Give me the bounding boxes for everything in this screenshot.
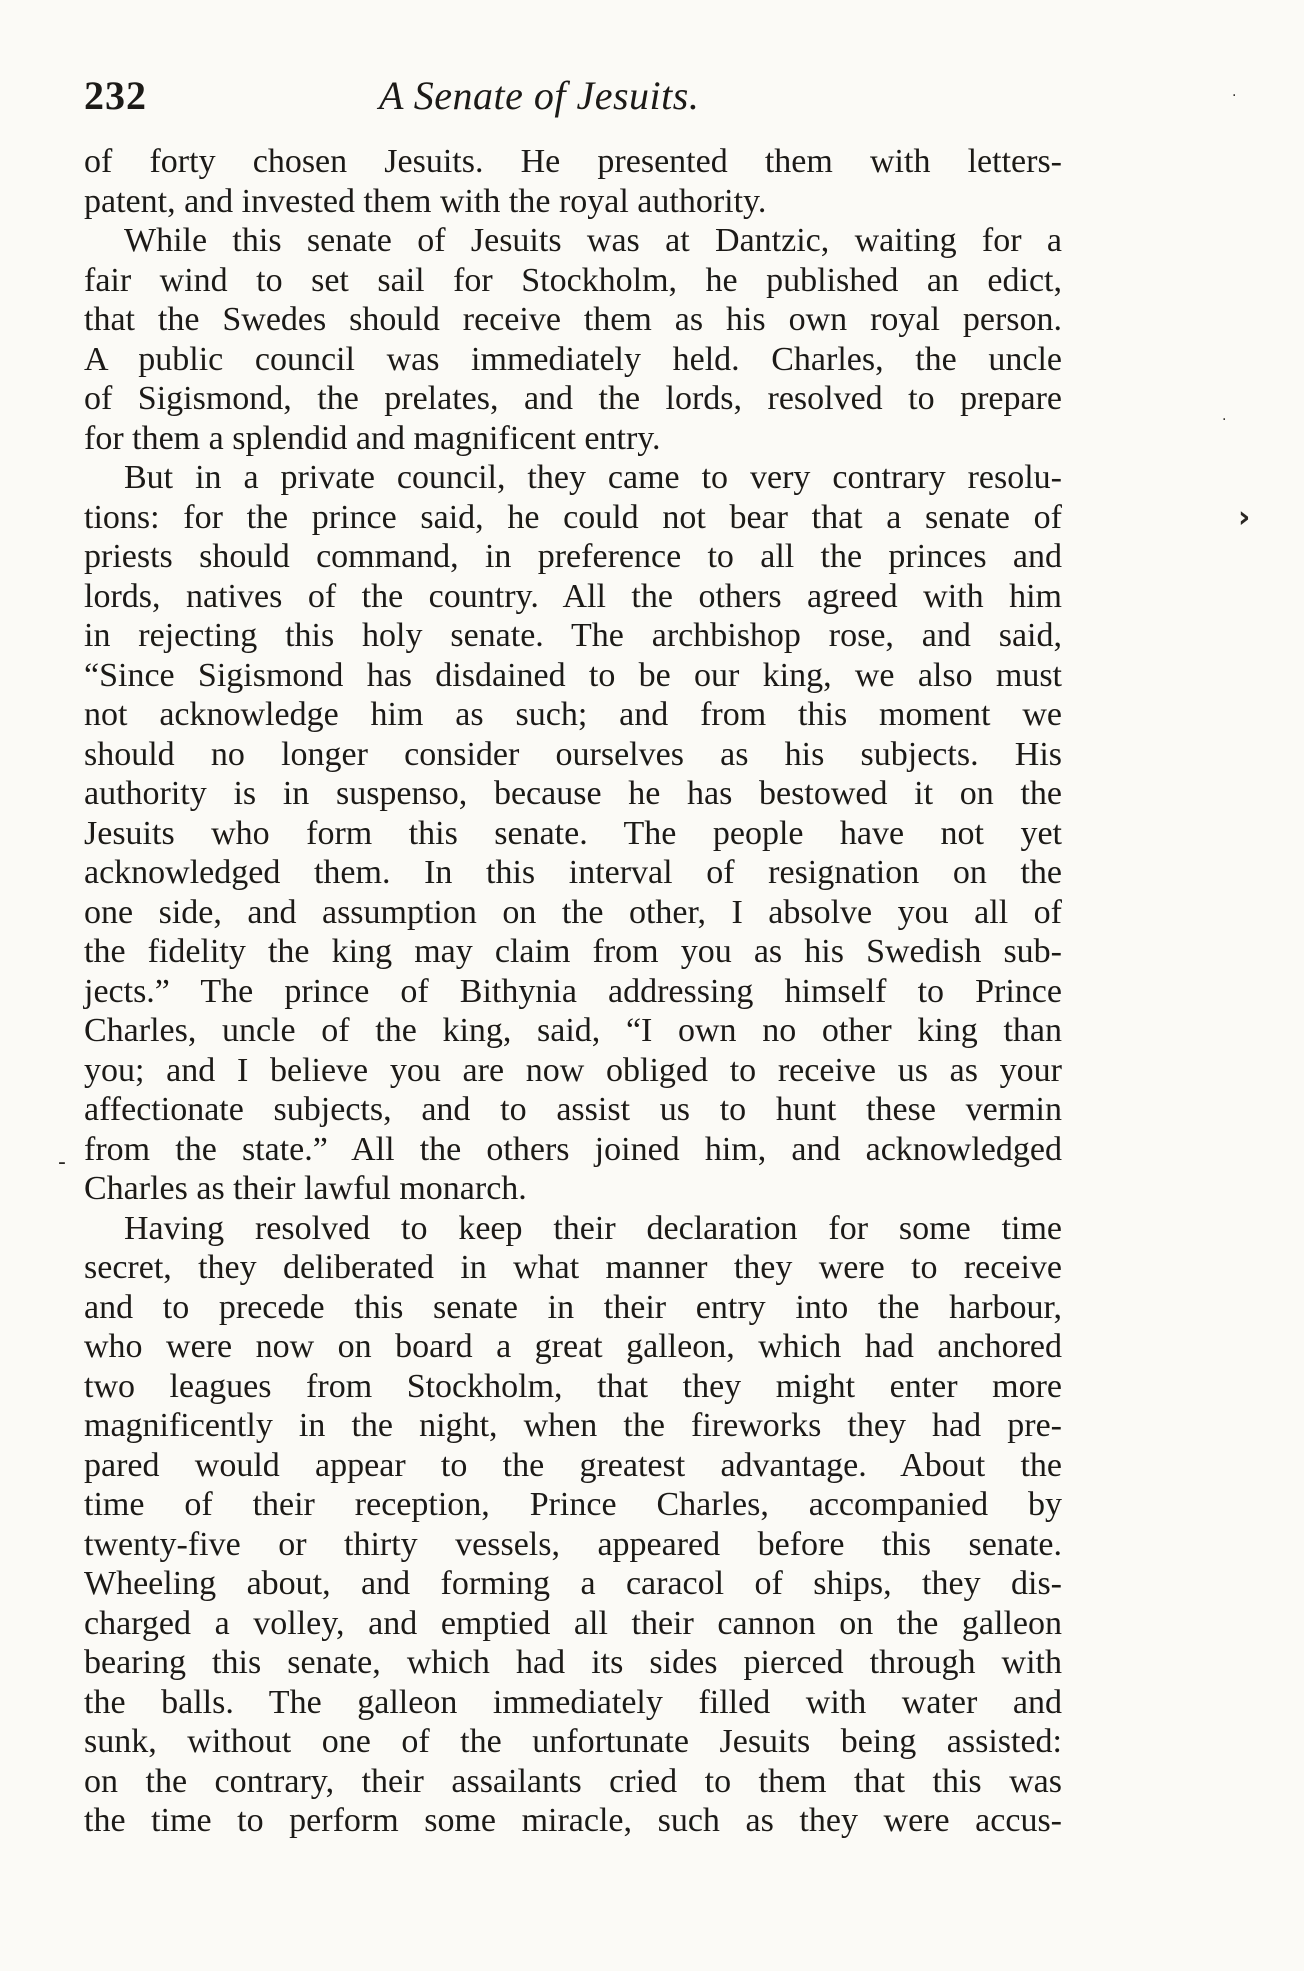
text-line: one side, and assumption on the other, I absolve you all of <box>84 893 1062 931</box>
text-line: Charles, uncle of the king, said, “I own no other king than <box>84 1012 1062 1049</box>
margin-speck: · <box>1222 412 1227 428</box>
body-text <box>84 142 1062 1841</box>
text-line: While this senate of Jesuits was at Dantzic, waiting for a <box>124 222 1062 259</box>
text-line: charged a volley, and emptied all their cannon on the galleon <box>84 1604 1062 1642</box>
running-head <box>84 72 1054 122</box>
running-title: A Senate of Jesuits. <box>379 73 700 118</box>
text-line: A public council was immediately held. Charles, the uncle <box>84 340 1062 378</box>
text-line: sunk, without one of the unfortunate Jesuits being assisted: <box>84 1723 1062 1760</box>
margin-dash: ‐ <box>58 1150 66 1175</box>
text-line: tions: for the prince said, he could not bear that a senate of <box>84 498 1062 536</box>
text-line: pared would appear to the greatest advantage. About the <box>84 1446 1062 1484</box>
text-line: from the state.” All the others joined him, and acknowledged <box>84 1130 1062 1168</box>
text-line: on the contrary, their assailants cried to them that this was <box>84 1762 1062 1800</box>
text-line: should no longer consider ourselves as his subjects. His <box>84 735 1062 773</box>
text-line: Charles as their lawful monarch. <box>84 1170 527 1207</box>
text-line: “Since Sigismond has disdained to be our king, we also must <box>84 656 1062 694</box>
text-line: of Sigismond, the prelates, and the lords, resolved to prepare <box>84 380 1062 417</box>
margin-ink-mark: › <box>1238 500 1251 535</box>
text-line: not acknowledge him as such; and from this moment we <box>84 696 1062 733</box>
text-line: the balls. The galleon immediately filled with water and <box>84 1683 1062 1721</box>
text-line: the fidelity the king may claim from you as his Swedish sub- <box>84 933 1062 970</box>
text-line: for them a splendid and magnificent entry. <box>84 419 661 457</box>
text-line: Wheeling about, and forming a caracol of ships, they dis- <box>84 1565 1062 1602</box>
text-line: Having resolved to keep their declaration for some time <box>124 1209 1062 1247</box>
text-line: acknowledged them. In this interval of resignation on the <box>84 854 1062 891</box>
text-line: secret, they deliberated in what manner they were to receive <box>84 1249 1062 1286</box>
text-line: lords, natives of the country. All the others agreed with him <box>84 577 1062 615</box>
margin-speck: · <box>1232 88 1237 104</box>
text-line: the time to perform some miracle, such as they were accus- <box>84 1802 1062 1839</box>
text-line: in rejecting this holy senate. The archbishop rose, and said, <box>84 617 1062 654</box>
text-line: bearing this senate, which had its sides pierced through with <box>84 1644 1062 1681</box>
text-line: affectionate subjects, and to assist us to hunt these vermin <box>84 1091 1062 1128</box>
text-line: Jesuits who form this senate. The people have not yet <box>84 814 1062 852</box>
text-line: fair wind to set sail for Stockholm, he published an edict, <box>84 261 1062 299</box>
text-line: and to precede this senate in their entry into the harbour, <box>84 1288 1062 1326</box>
text-line: of forty chosen Jesuits. He presented them with letters- <box>84 143 1062 180</box>
text-line: patent, and invested them with the royal authority. <box>84 182 767 220</box>
text-line: priests should command, in preference to all the princes and <box>84 538 1062 575</box>
page-number: 232 <box>84 73 147 118</box>
text-line: you; and I believe you are now obliged to receive us as your <box>84 1051 1062 1089</box>
text-line: that the Swedes should receive them as his own royal person. <box>84 301 1062 338</box>
text-line: jects.” The prince of Bithynia addressing himself to Prince <box>84 972 1062 1010</box>
text-line: time of their reception, Prince Charles, accompanied by <box>84 1486 1062 1523</box>
text-line: authority is in suspenso, because he has bestowed it on the <box>84 775 1062 812</box>
text-line: twenty-five or thirty vessels, appeared before this senate. <box>84 1525 1062 1563</box>
text-line: two leagues from Stockholm, that they might enter more <box>84 1367 1062 1405</box>
text-line: magnificently in the night, when the fireworks they had pre- <box>84 1407 1062 1444</box>
text-line: who were now on board a great galleon, which had anchored <box>84 1328 1062 1365</box>
text-line: But in a private council, they came to very contrary resolu- <box>124 459 1062 496</box>
